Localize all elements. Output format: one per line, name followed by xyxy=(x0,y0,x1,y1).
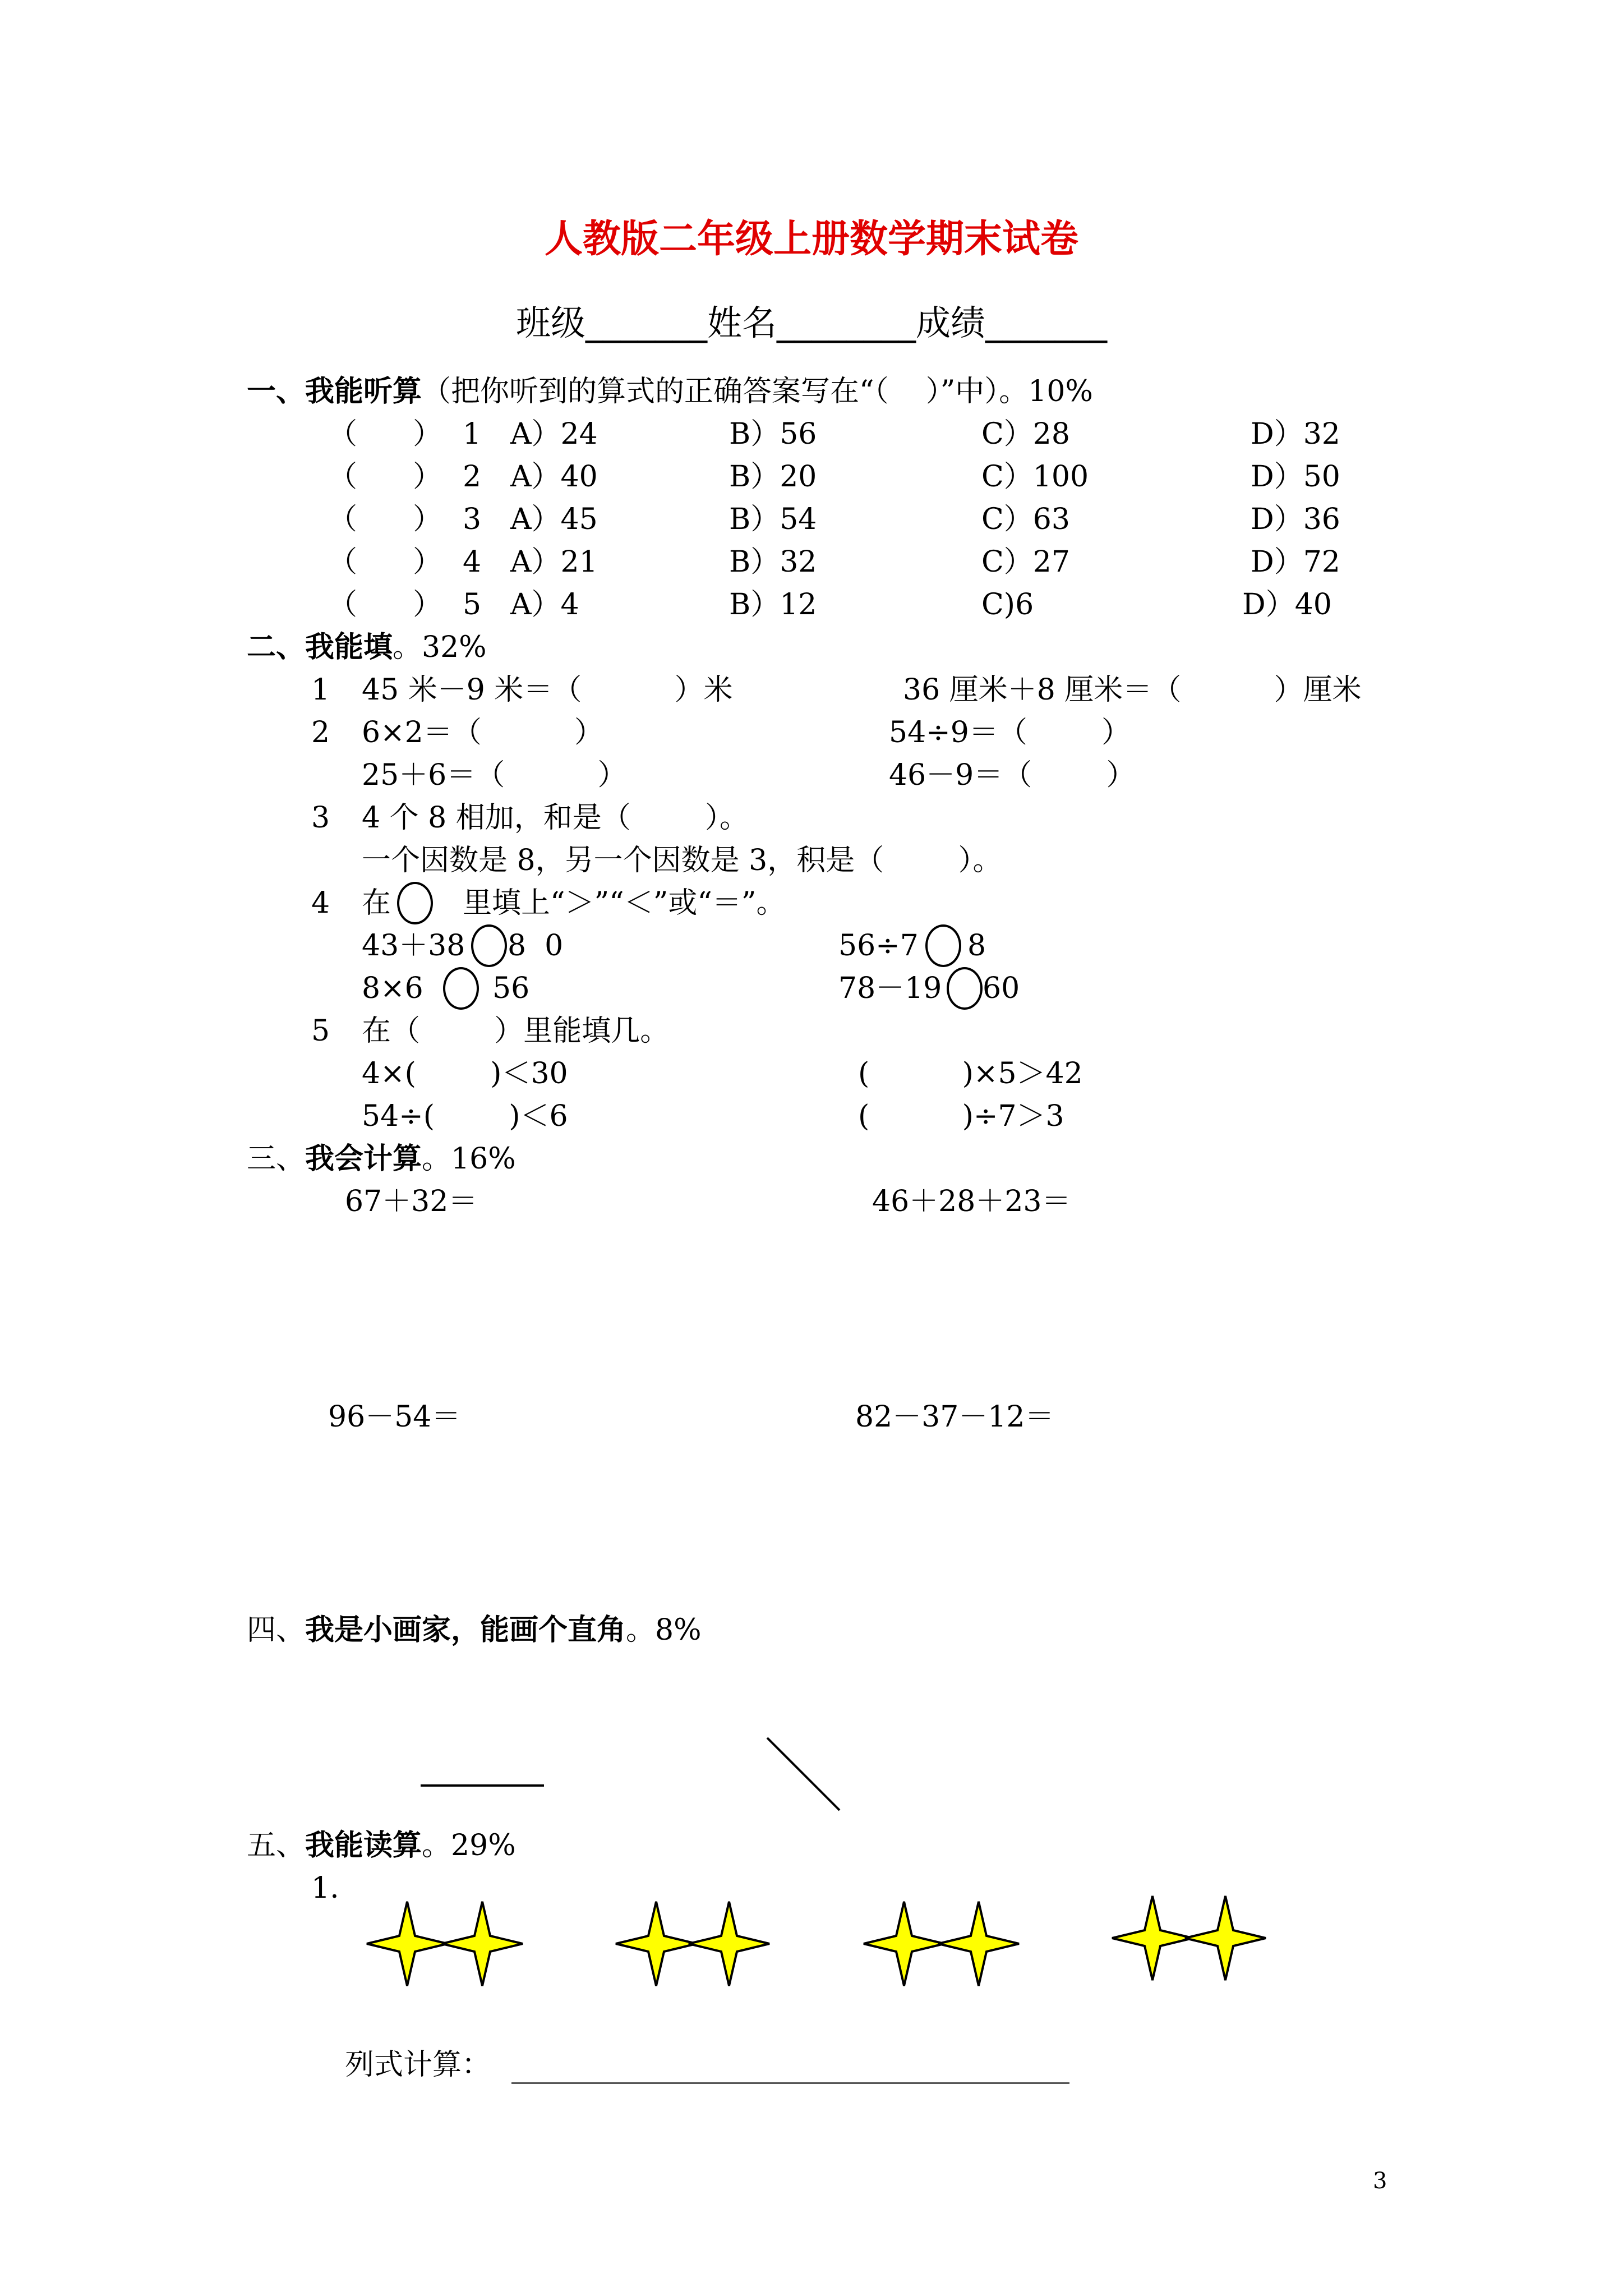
s2-q1-left[interactable]: 45 米－9 米＝（ ）米 xyxy=(362,673,733,707)
s2-q4-instruction-post: 里填上“＞”“＜”或“＝”。 xyxy=(463,886,786,920)
s2-q4c-right: 56 xyxy=(492,972,530,1005)
s1-row1-option-d: D）32 xyxy=(1251,417,1340,451)
star-group-3 xyxy=(864,1902,1019,1986)
s2-q4-num: 4 xyxy=(311,886,330,920)
star-icon xyxy=(1112,1896,1193,1980)
s1-row3-blank[interactable]: （ ） xyxy=(328,503,442,536)
s1-row4-num: 4 xyxy=(463,545,482,579)
s2-q4a-left: 43＋38 xyxy=(362,929,465,963)
s2-q3-num: 3 xyxy=(311,801,330,835)
s1-row3-num: 3 xyxy=(463,503,482,536)
s1-row3-option-b: B）54 xyxy=(729,503,817,536)
s2-q4b-right: 8 xyxy=(967,929,986,963)
star-group-1 xyxy=(367,1902,523,1986)
star-icon xyxy=(616,1902,697,1986)
s2-q2-right1[interactable]: 54÷9＝（ ） xyxy=(889,716,1131,749)
section5-title: 我能读算 xyxy=(305,1829,422,1862)
star-icon xyxy=(367,1902,448,1986)
s1-row1-num: 1 xyxy=(463,417,482,451)
star-icon xyxy=(938,1902,1019,1986)
s5-answer-line[interactable] xyxy=(511,2082,1069,2084)
section2-score: 。32% xyxy=(393,631,487,664)
section4-title: 我是小画家，能画个直角 xyxy=(305,1613,626,1647)
s1-row5-num: 5 xyxy=(463,588,482,622)
s1-row5-option-d: D）40 xyxy=(1242,588,1332,622)
s1-row5-option-c: C)6 xyxy=(981,588,1034,622)
page-number: 3 xyxy=(1373,2168,1387,2194)
s1-row3-option-c: C）63 xyxy=(981,503,1070,536)
section3-title: 我会计算 xyxy=(305,1142,422,1176)
s1-row1-option-b: B）56 xyxy=(729,417,817,451)
section4-score: 。8% xyxy=(626,1613,702,1647)
s2-q4c-left: 8×6 xyxy=(362,972,423,1005)
s2-q5-left2[interactable]: 54÷( )＜6 xyxy=(362,1099,568,1133)
s2-q5-right1[interactable]: ( )×5＞42 xyxy=(858,1057,1083,1091)
s2-q2-right2[interactable]: 46－9＝（ ） xyxy=(889,758,1136,792)
page-title: 人教版二年级上册数学期末试卷 xyxy=(544,217,1078,261)
s2-q4d-right: 60 xyxy=(983,972,1020,1005)
s1-row3-option-a: A）45 xyxy=(510,503,598,536)
s1-row3-option-d: D）36 xyxy=(1251,503,1340,536)
star-group-2 xyxy=(616,1902,769,1986)
section3-score: 。16% xyxy=(422,1142,516,1176)
section4-prefix: 四、 xyxy=(247,1613,306,1647)
section5-score: 。29% xyxy=(422,1829,516,1862)
s1-row1-option-a: A）24 xyxy=(510,417,598,451)
student-info-line: 班级_______姓名________成绩_______ xyxy=(515,302,1107,343)
s5-q1-num: 1. xyxy=(311,1871,339,1905)
s5-answer-label: 列式计算： xyxy=(345,2048,491,2082)
s2-q5-title: 在（ ）里能填几。 xyxy=(362,1014,670,1048)
s1-row4-blank[interactable]: （ ） xyxy=(328,545,442,579)
section3-prefix: 三、 xyxy=(247,1142,306,1176)
section5-prefix: 五、 xyxy=(247,1829,306,1862)
s1-row4-option-d: D）72 xyxy=(1251,545,1340,579)
s2-q4a-right: 8 0 xyxy=(508,929,564,963)
s2-q3-line2[interactable]: 一个因数是 8，另一个因数是 3，积是（ ）。 xyxy=(362,844,1002,877)
s1-row2-option-b: B）20 xyxy=(729,460,817,494)
s1-row5-option-a: A）4 xyxy=(510,588,579,622)
s2-q4b-left: 56÷7 xyxy=(838,929,919,963)
section1-title: 一、我能听算 xyxy=(247,375,422,408)
s1-row2-option-c: C）100 xyxy=(981,460,1089,494)
s3-expr2[interactable]: 46＋28＋23＝ xyxy=(872,1185,1071,1218)
s1-row5-blank[interactable]: （ ） xyxy=(328,588,442,622)
s2-q5-num: 5 xyxy=(311,1014,330,1048)
star-icon xyxy=(689,1902,769,1986)
star-group-4 xyxy=(1112,1896,1266,1980)
s1-row2-option-a: A）40 xyxy=(510,460,598,494)
s2-q4-instruction-pre: 在 xyxy=(362,886,391,920)
s1-row4-option-c: C）27 xyxy=(981,545,1070,579)
s1-row1-option-c: C）28 xyxy=(981,417,1070,451)
s1-row5-option-b: B）12 xyxy=(729,588,817,622)
star-icon xyxy=(1185,1896,1266,1980)
section2-title: 二、我能填 xyxy=(247,631,393,664)
s1-row2-blank[interactable]: （ ） xyxy=(328,460,442,494)
section1-instruction: （把你听到的算式的正确答案写在“（ ）”中）。10% xyxy=(422,375,1093,408)
s2-q1-num: 1 xyxy=(311,673,330,707)
s2-q2-left1[interactable]: 6×2＝（ ） xyxy=(362,716,604,749)
s2-q5-right2[interactable]: ( )÷7＞3 xyxy=(858,1099,1064,1133)
s2-q2-num: 2 xyxy=(311,716,330,749)
s1-row4-option-b: B）32 xyxy=(729,545,817,579)
s1-row2-num: 2 xyxy=(463,460,482,494)
s2-q4d-left: 78－19 xyxy=(838,972,942,1005)
s3-expr3[interactable]: 96－54＝ xyxy=(328,1400,461,1434)
s1-row4-option-a: A）21 xyxy=(510,545,598,579)
s1-row1-blank[interactable]: （ ） xyxy=(328,417,442,451)
s1-row2-option-d: D）50 xyxy=(1251,460,1340,494)
s2-q1-right[interactable]: 36 厘米＋8 厘米＝（ ）厘米 xyxy=(903,673,1362,707)
s3-expr1[interactable]: 67＋32＝ xyxy=(345,1185,478,1218)
star-icon xyxy=(864,1902,944,1986)
s2-q2-left2[interactable]: 25＋6＝（ ） xyxy=(362,758,627,792)
star-icon xyxy=(442,1902,523,1986)
s3-expr4[interactable]: 82－37－12＝ xyxy=(855,1400,1054,1434)
s2-q5-left1[interactable]: 4×( )＜30 xyxy=(362,1057,568,1091)
s2-q3-line1[interactable]: 4 个 8 相加，和是（ ）。 xyxy=(362,801,749,835)
